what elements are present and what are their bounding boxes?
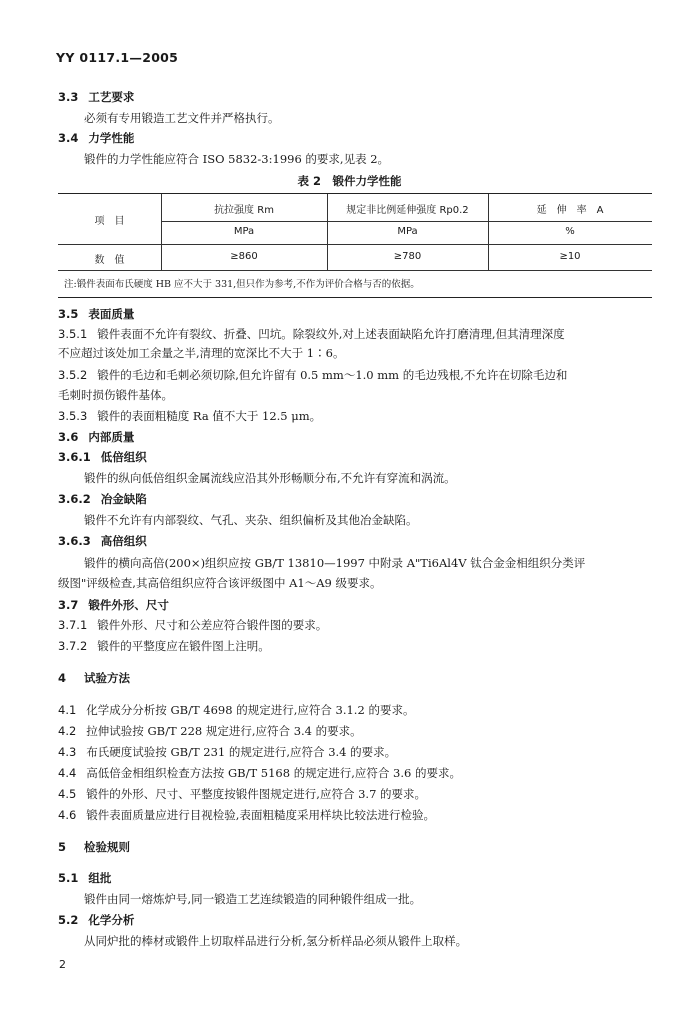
section-title: 试验方法 [84, 671, 131, 685]
section-3-6-1-heading [58, 450, 147, 465]
table-rule [58, 270, 652, 271]
section-number: 4.4 [58, 766, 77, 780]
section-number: 4.1 [58, 703, 77, 717]
paragraph-text: 布氏硬度试验按 GB/T 231 的规定进行,应符合 3.4 的要求。 [86, 745, 397, 759]
section-title: 高倍组织 [100, 534, 147, 548]
section-4-3 [58, 745, 396, 760]
section-number: 4.3 [58, 745, 77, 759]
table-caption: 表 2 锻件力学性能 [297, 174, 402, 188]
header-proof-strength: 规定非比例延伸强度 Rp0.2 [346, 205, 469, 216]
section-3-6-heading [58, 430, 134, 445]
header-tensile-strength: 抗拉强度 Rm [214, 205, 274, 216]
section-title: 化学分析 [88, 913, 135, 927]
value-tensile: ≥860 [230, 251, 258, 262]
section-title: 低倍组织 [100, 450, 147, 464]
paragraph-text: 锻件的毛边和毛刺必须切除,但允许留有 0.5 mm～1.0 mm 的毛边残根,不允许在切除毛边和 [97, 368, 568, 382]
section-number: 3.7 [58, 598, 79, 612]
section-4-5 [58, 787, 426, 802]
section-4-6 [58, 808, 435, 823]
section-title: 冶金缺陷 [100, 492, 147, 506]
section-3-4-text: 锻件的力学性能应符合 ISO 5832-3:1996 的要求,见表 2。 [84, 152, 390, 166]
section-number: 3.7.1 [58, 618, 88, 632]
section-number: 4.6 [58, 808, 77, 822]
section-number: 3.3 [58, 90, 79, 104]
section-5-1-text: 锻件由同一熔炼炉号,同一锻造工艺连续锻造的同种锻件组成一批。 [84, 892, 422, 906]
section-3-5-1-line1 [58, 327, 565, 342]
section-3-6-3-line2: 级图"评级检查,其高倍组织应符合该评级图中 A1～A9 级要求。 [58, 576, 382, 590]
value-elongation: ≥10 [559, 251, 581, 262]
paragraph-text: 锻件的表面粗糙度 Ra 值不大于 12.5 μm。 [97, 409, 322, 423]
paragraph-text: 锻件的外形、尺寸、平整度按锻件图规定进行,应符合 3.7 的要求。 [86, 787, 427, 801]
section-title: 组批 [88, 871, 112, 885]
section-title: 工艺要求 [88, 90, 135, 104]
header-elongation: 延 伸 率 A [536, 205, 604, 216]
table-rule [161, 221, 652, 222]
section-4-4 [58, 766, 461, 781]
section-title: 检验规则 [84, 840, 131, 854]
page-number: 2 [59, 958, 66, 971]
paragraph-text: 拉伸试验按 GB/T 228 规定进行,应符合 3.4 的要求。 [86, 724, 362, 738]
section-3-6-2-heading [58, 492, 147, 507]
section-3-5-2-line2: 毛刺时损伤锻件基体。 [58, 388, 173, 402]
section-5-2-heading [58, 913, 134, 928]
section-number: 3.5.2 [58, 368, 88, 382]
section-5-2-text: 从同炉批的棒材或锻件上切取样品进行分析,氢分析样品必须从锻件上取样。 [84, 934, 468, 948]
section-number: 3.6.3 [58, 534, 91, 548]
section-title: 内部质量 [88, 430, 135, 444]
unit-proof: MPa [397, 226, 418, 237]
section-3-5-heading [58, 307, 134, 322]
section-number: 5.2 [58, 913, 79, 927]
section-4-2 [58, 724, 362, 739]
section-number: 4 [58, 671, 67, 685]
table-note: 注:锻件表面布氏硬度 HB 应不大于 331,但只作为参考,不作为评价合格与否的依据。 [64, 279, 420, 290]
section-3-5-2-line1 [58, 368, 567, 383]
section-number: 3.6 [58, 430, 79, 444]
paragraph-text: 锻件表面不允许有裂纹、折叠、凹坑。除裂纹外,对上述表面缺陷允许打磨清理,但其清理深度 [97, 327, 565, 341]
section-number: 4.5 [58, 787, 77, 801]
paragraph-text: 锻件表面质量应进行目视检验,表面粗糙度采用样块比较法进行检验。 [86, 808, 435, 822]
paragraph-text: 化学成分分析按 GB/T 4698 的规定进行,应符合 3.1.2 的要求。 [86, 703, 415, 717]
section-number: 3.6.1 [58, 450, 91, 464]
section-3-6-3-line1: 锻件的横向高倍(200×)组织应按 GB/T 13810—1997 中附录 A"Ti6Al4V 钛合金金相组织分类评 [84, 556, 586, 570]
section-3-6-2-text: 锻件不允许有内部裂纹、气孔、夹杂、组织偏析及其他冶金缺陷。 [84, 513, 418, 527]
section-3-3-heading [58, 90, 134, 105]
section-3-7-2 [58, 639, 270, 654]
row-label-value: 数 值 [94, 255, 125, 266]
section-3-3-text: 必须有专用锻造工艺文件并严格执行。 [84, 111, 280, 125]
section-5-heading [58, 840, 130, 855]
section-4-1 [58, 703, 414, 718]
section-number: 3.5 [58, 307, 79, 321]
paragraph-text: 锻件的平整度应在锻件图上注明。 [97, 639, 270, 653]
mechanical-properties-table [58, 193, 652, 298]
section-3-6-3-heading [58, 534, 147, 549]
section-number: 3.6.2 [58, 492, 91, 506]
section-title: 表面质量 [88, 307, 135, 321]
section-3-5-3 [58, 409, 321, 424]
section-title: 力学性能 [88, 131, 135, 145]
section-title: 锻件外形、尺寸 [88, 598, 169, 612]
section-number: 5 [58, 840, 67, 854]
section-3-7-heading [58, 598, 169, 613]
section-3-6-1-text: 锻件的纵向低倍组织金属流线应沿其外形畅顺分布,不允许有穿流和涡流。 [84, 471, 456, 485]
table-rule [58, 244, 652, 245]
section-5-1-heading [58, 871, 111, 886]
section-number: 3.5.1 [58, 327, 88, 341]
section-number: 5.1 [58, 871, 79, 885]
header-item: 项 目 [94, 216, 125, 227]
paragraph-text: 高低倍金相组织检查方法按 GB/T 5168 的规定进行,应符合 3.6 的要求。 [86, 766, 461, 780]
unit-elongation: % [565, 226, 575, 237]
paragraph-text: 锻件外形、尺寸和公差应符合锻件图的要求。 [97, 618, 328, 632]
section-4-heading [58, 671, 130, 686]
standard-code: YY 0117.1—2005 [56, 50, 179, 65]
section-number: 3.7.2 [58, 639, 88, 653]
section-3-4-heading [58, 131, 134, 146]
section-3-7-1 [58, 618, 327, 633]
section-number: 4.2 [58, 724, 77, 738]
section-number: 3.4 [58, 131, 79, 145]
section-number: 3.5.3 [58, 409, 88, 423]
unit-tensile: MPa [233, 226, 255, 237]
value-proof: ≥780 [393, 251, 422, 262]
section-3-5-1-line2: 不应超过该处加工余量之半,清理的宽深比不大于 1∶6。 [58, 346, 345, 360]
